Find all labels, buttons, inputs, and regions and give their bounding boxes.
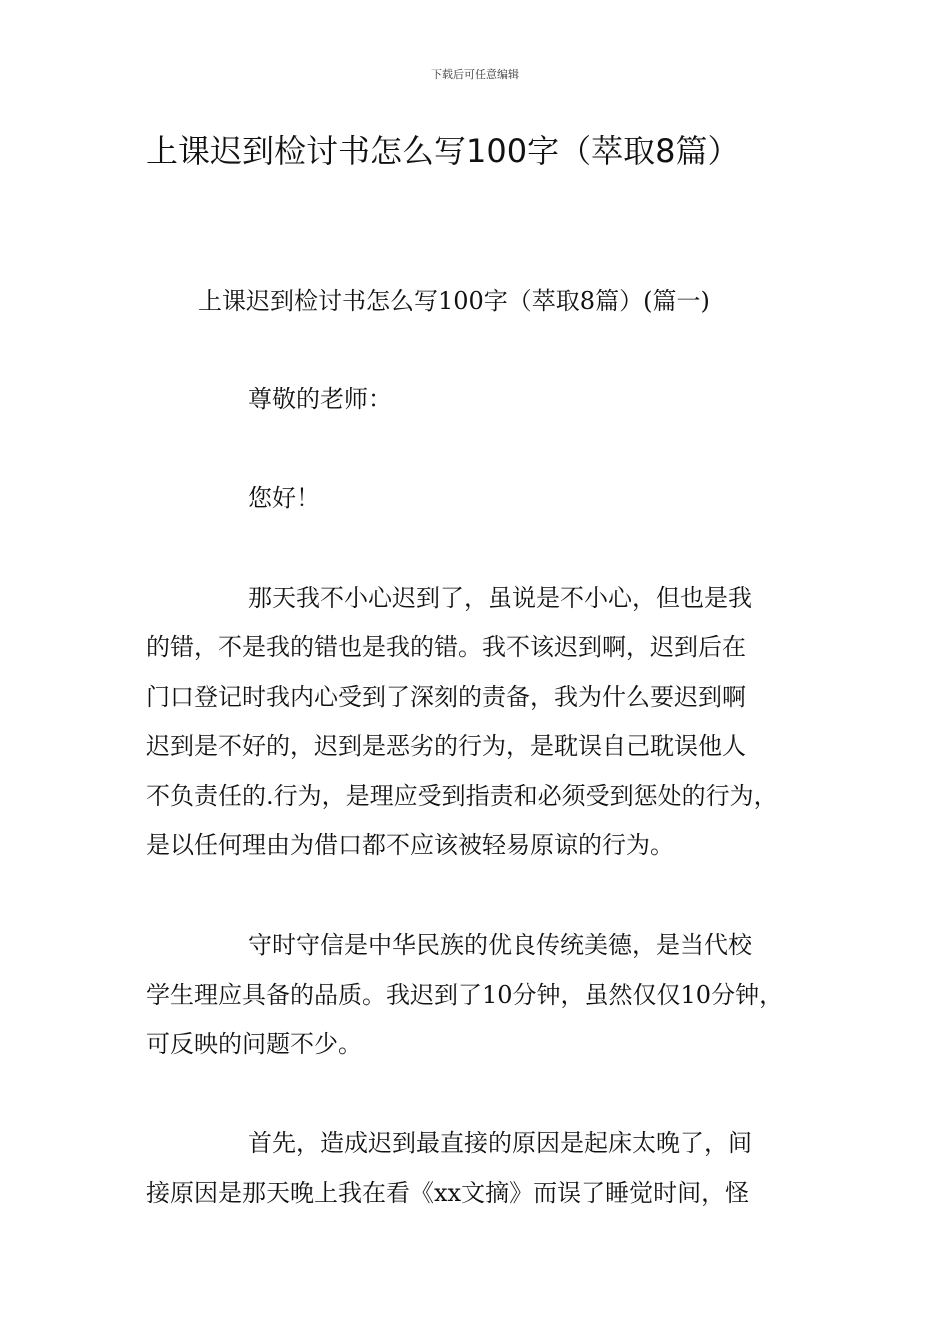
paragraph-line: 可反映的问题不少。 (146, 1030, 362, 1058)
paragraph-line: 接原因是那天晚上我在看《xx文摘》而误了睡觉时间，怪 (146, 1179, 750, 1207)
download-note: 下载后可任意编辑 (431, 68, 519, 81)
paragraph-line: 守时守信是中华民族的优良传统美德，是当代校 (248, 931, 752, 959)
document-title: 上课迟到检讨书怎么写100字（萃取8篇） (146, 132, 740, 170)
paragraph-line: 的错，不是我的错也是我的错。我不该迟到啊，迟到后在 (146, 633, 746, 661)
paragraph-line: 不负责任的.行为，是理应受到指责和必须受到惩处的行为， (146, 782, 778, 810)
greeting: 尊敬的老师： (248, 385, 392, 413)
paragraph-line: 门口登记时我内心受到了深刻的责备，我为什么要迟到啊 (146, 683, 746, 711)
salutation: 您好！ (248, 484, 320, 512)
paragraph-line: 是以任何理由为借口都不应该被轻易原谅的行为。 (146, 831, 674, 859)
paragraph-line: 首先，造成迟到最直接的原因是起床太晚了，间 (248, 1129, 752, 1157)
paragraph-line: 迟到是不好的，迟到是恶劣的行为，是耽误自己耽误他人 (146, 732, 746, 760)
section-heading: 上课迟到检讨书怎么写100字（萃取8篇）(篇一) (198, 287, 710, 315)
paragraph-line: 学生理应具备的品质。我迟到了10分钟，虽然仅仅10分钟， (146, 981, 784, 1009)
paragraph-line: 那天我不小心迟到了，虽说是不小心，但也是我 (248, 584, 752, 612)
